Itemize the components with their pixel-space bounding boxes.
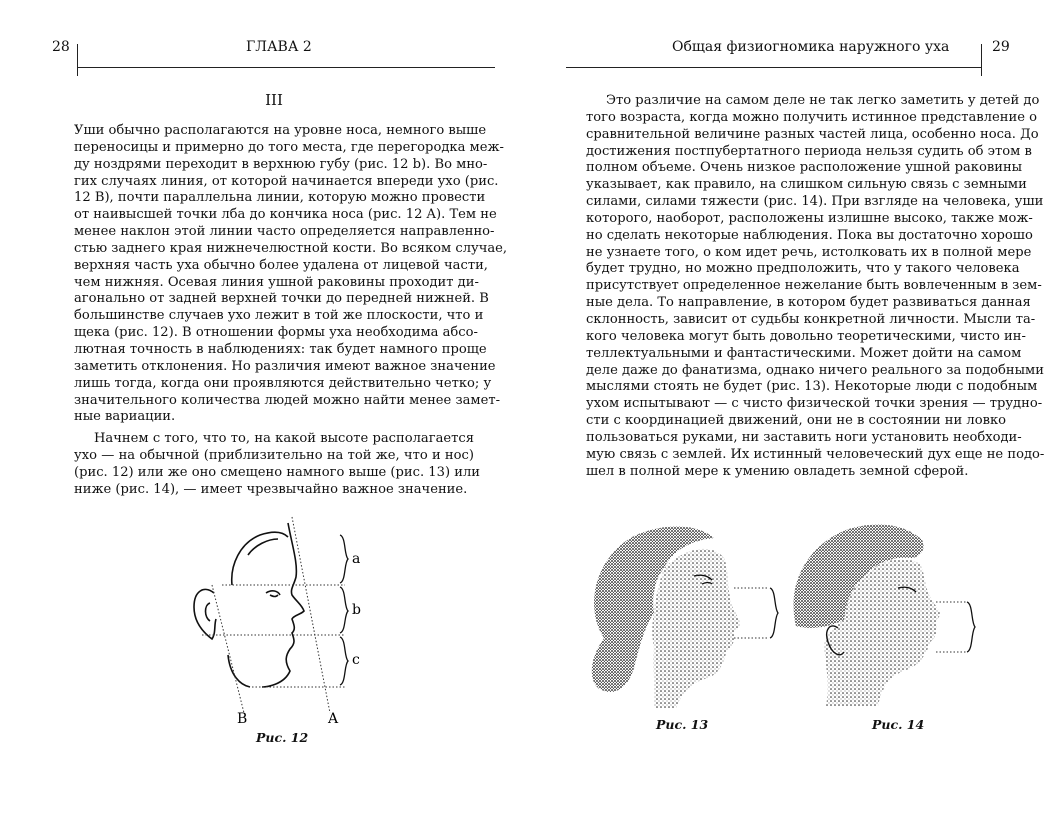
text-line: большинстве случаев ухо лежит в той же плоскости, что и: [74, 308, 484, 324]
text-line: того возраста, когда можно получить истинное представление о: [586, 109, 1037, 125]
text-line: будет трудно, но можно предположить, что у такого человека: [586, 261, 1020, 277]
text-line: лютная точность в наблюдениях: так будет намного проще: [74, 341, 487, 357]
left-page: [0, 0, 529, 813]
text-line: ухом испытывают — с чисто физической точки зрения — трудно-: [586, 396, 1043, 412]
section-number: III: [265, 91, 283, 109]
text-line: сравнительной величине разных частей лица, особенно носа. До: [586, 126, 1039, 142]
fig12-label-c: c: [352, 652, 360, 668]
left-paragraph-2: [74, 431, 481, 498]
text-line: ду ноздрями переходит в верхнюю губу (рис. 12 b). Во мно-: [74, 156, 488, 172]
text-line: заметить отклонения. Но различия имеют важное значение: [74, 358, 496, 374]
text-line: достижения постпубертатного периода нельзя судить об этом в: [586, 143, 1032, 159]
text-line: щека (рис. 12). В отношении формы уха необходима абсо-: [74, 325, 478, 341]
text-line: теллектуальными и фантастическими. Может дойти на самом: [586, 345, 1022, 361]
figure-14-caption: Рис. 14: [872, 717, 925, 732]
text-line: агонально от задней верхней точки до передней нижней. В: [74, 291, 489, 307]
text-line: присутствует определенное нежелание быть вовлеченным в зем-: [586, 278, 1042, 294]
text-line: стью заднего края нижнечелюстной кости. Во всяком случае,: [74, 240, 508, 256]
text-line: переносицы и примерно до того места, где перегородка меж-: [74, 139, 504, 155]
text-line: от наивысшей точки лба до кончика носа (рис. 12 A). Тем не: [74, 207, 497, 223]
fig12-label-b: b: [352, 602, 361, 618]
right-header-rule: [566, 67, 982, 68]
text-line: гих случаях линия, от которой начинается впереди ухо (рис.: [74, 173, 499, 189]
text-line: силами, силами тяжести (рис. 14). При взгляде на человека, уши: [586, 194, 1044, 210]
text-line: Начнем с того, что то, на какой высоте располагается: [94, 431, 474, 446]
left-header-rule: [77, 67, 495, 68]
text-line: значительного количества людей можно найти менее замет-: [74, 392, 501, 408]
text-line: полном объеме. Очень низкое расположение ушной раковины: [586, 160, 1023, 176]
text-line: ухо — на обычной (приблизительно на той же, что и нос): [74, 447, 474, 463]
text-line: которого, наоборот, расположены излишне высоко, также мож-: [586, 210, 1033, 226]
text-line: ниже (рис. 14), — имеет чрезвычайно важное значение.: [74, 481, 468, 497]
figure-13-woman-portrait: [584, 518, 789, 713]
right-header-divider: [981, 44, 982, 76]
text-line: склонность, зависит от судьбы конкретной личности. Мысли та-: [586, 311, 1036, 327]
fig12-label-A: A: [328, 711, 339, 727]
text-line: мыслями стоять не будет (рис. 13). Некоторые люди с подобным: [586, 379, 1038, 395]
text-line: пользоваться руками, ни заставить ноги установить необходи-: [586, 429, 1022, 445]
text-line: верхняя часть уха обычно более удалена от лицевой части,: [74, 257, 488, 273]
text-line: мую связь с землей. Их истинный человеческий дух еще не подо-: [586, 446, 1045, 462]
left-running-head: ГЛАВА 2: [246, 39, 312, 55]
text-line: чем нижняя. Осевая линия ушной раковины проходит ди-: [74, 274, 479, 290]
fig12-label-a: a: [352, 551, 361, 567]
left-header-divider: [77, 44, 78, 76]
text-line: Это различие на самом деле не так легко заметить у детей до: [606, 93, 1040, 108]
text-line: шел в полной мере к умению овладеть земной сферой.: [586, 463, 969, 479]
text-line: сти с координацией движений, они не в состоянии ни ловко: [586, 413, 1007, 429]
right-paragraph: [586, 93, 1045, 480]
left-page-number: 28: [52, 39, 70, 55]
text-line: указывает, как правило, на слишком сильную связь с земными: [586, 177, 1027, 193]
figure-12-caption: Рис. 12: [256, 730, 309, 745]
text-line: ные вариации.: [74, 409, 176, 425]
text-line: (рис. 12) или же оно смещено намного выше (рис. 13) или: [74, 464, 481, 480]
text-line: деле даже до фанатизма, однако ничего реального за подобными: [586, 362, 1044, 378]
text-line: ные дела. То направление, в котором будет развиваться данная: [586, 295, 1031, 311]
fig12-label-B: B: [237, 711, 248, 727]
figure-13-caption: Рис. 13: [656, 717, 709, 732]
text-line: 12 B), почти параллельна линии, которую можно провести: [74, 190, 486, 206]
right-page: [530, 0, 1059, 813]
right-running-head: Общая физиогномика наружного уха: [672, 39, 950, 55]
text-line: менее наклон этой линии часто определяется направленно-: [74, 224, 495, 240]
text-line: лишь тогда, когда они проявляются действительно четко; у: [74, 375, 492, 391]
left-paragraph-1: [74, 123, 508, 426]
text-line: Уши обычно располагаются на уровне носа, немного выше: [74, 123, 487, 138]
figure-14-man-portrait: [786, 516, 986, 711]
figure-12-profile-diagram: [180, 515, 380, 730]
text-line: но сделать некоторые наблюдения. Пока вы достаточно хорошо: [586, 227, 1033, 243]
right-page-number: 29: [992, 39, 1010, 55]
text-line: не узнаете того, о ком идет речь, истолковать их в полной мере: [586, 244, 1032, 260]
text-line: кого человека могут быть довольно теоретическими, чисто ин-: [586, 328, 1026, 344]
